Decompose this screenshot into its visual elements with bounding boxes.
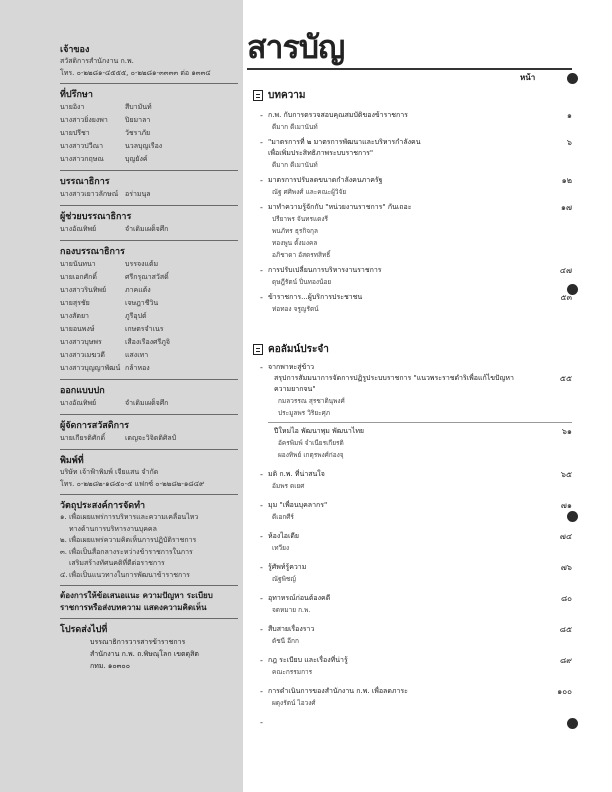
bullet: - (260, 266, 263, 275)
divider (60, 494, 238, 495)
articles-section-heading (253, 88, 305, 103)
person-first: นางสาวเมฆวดี (60, 351, 105, 359)
editor-heading: บรรณาธิการ (60, 177, 110, 187)
entry-author: ผองทิพย์ เกตุรพงศ์ก่องจุ (278, 451, 344, 459)
entry-author: พนภัทร ธุรกิจกุล (272, 227, 318, 235)
entry-page: ๕๕ (559, 374, 572, 383)
entry-author: อภิชาดา อัสดรทสิทธิ์ (272, 251, 331, 259)
entry-title: มาทำความรู้จักกับ "หน่วยงานราชการ" กันเถอะ (268, 203, 412, 211)
person-first: นางสาวรินทิพย์ (60, 286, 107, 294)
entry-author: คณะกรรมการ (272, 668, 313, 676)
item-text: เพื่อเป็นสื่อกลางระหว่างข้าราชการในการ เสริมสร้างทัศนคติที่ดีต่อราชการ (69, 547, 193, 567)
entry-author: ผดุงรัตน์ ไอวงศ์ (272, 699, 316, 707)
entry-author: ปรียาพร จันทรแดงรี (272, 215, 329, 223)
person-last: บรรจงแต้ม (125, 260, 159, 268)
item-number: ๓. (60, 547, 68, 556)
entry-author: ทองพูน ตั้งมงคล (272, 239, 318, 247)
list-item (60, 570, 237, 582)
person-first: นายสุรชัย (60, 299, 90, 307)
person-row (60, 349, 237, 362)
divider (60, 205, 238, 206)
divider (60, 83, 238, 84)
person-row (60, 258, 237, 271)
person-first: นายอิงา (60, 103, 85, 111)
binding-hole-icon (567, 718, 578, 729)
person-row (60, 271, 237, 284)
divider (60, 449, 238, 450)
entry-author: อัครพิมพ์ จำเนียรเกียรติ (278, 439, 344, 447)
entry-page: ๘๙ (559, 656, 572, 665)
printer-heading: พิมพ์ที่ (60, 456, 84, 466)
entry-author: อัมพร ดเยศ (272, 482, 305, 490)
bullet: - (260, 501, 263, 510)
title-divider (247, 68, 572, 70)
bullet: - (260, 687, 263, 696)
toc-entry[interactable] (258, 593, 572, 616)
person-first: นางสาวเยาวลักษณ์ (60, 190, 119, 198)
assistant-editor-heading: ผู้ช่วยบรรณาธิการ (60, 212, 132, 222)
toc-entry[interactable] (258, 110, 572, 133)
bullet: - (260, 203, 263, 212)
toc-entry[interactable] (258, 655, 572, 678)
entry-title: มาตรการปรับลดขนาดกำลังคนภาครัฐ (268, 176, 383, 184)
person-last: เกษตรจำเนร (125, 325, 164, 333)
entry-page: ๖ (566, 138, 572, 147)
item-number: ๒. (60, 536, 67, 544)
person-last: อร่ามนุล (125, 190, 151, 198)
entry-author: ดัชนี อีกก (272, 637, 299, 645)
list-item (60, 547, 237, 570)
bullet: - (260, 656, 263, 665)
entry-title: "มาตรการที่ ๒ มาตรการพัฒนาและบริหารกำลังคน เพื่อเพิ่มประสิทธิภาพระบบราชการ" (268, 138, 421, 157)
item-number: ๔. (60, 570, 68, 579)
person-row (60, 323, 237, 336)
person-first: นางอัณทิพย์ (60, 225, 97, 233)
send-to-heading: โปรดส่งไปที่ (60, 625, 108, 635)
person-last: กล้าหอง (125, 364, 150, 372)
entry-page: ๗๔ (559, 532, 572, 541)
person-last: เจษฎาชีวิน (125, 299, 159, 307)
bullet: - (260, 363, 263, 372)
entry-page: ๑ (566, 111, 572, 120)
bullet: - (260, 138, 263, 147)
divider (60, 379, 238, 380)
entry-author: ดีมาก ดีเมานันท์ (272, 123, 318, 131)
entry-page: ๖๑ (561, 427, 572, 436)
owner-heading: เจ้าของ (60, 45, 90, 55)
entry-author: ประมูลพร วิริยะศุภ (278, 409, 331, 417)
entry-title: มติ ก.พ. ที่น่าสนใจ (268, 470, 325, 478)
divider (60, 170, 238, 171)
person-row (60, 127, 237, 140)
toc-entry[interactable] (258, 362, 572, 461)
person-first: นางสาวบุญญาพัฒน์ (60, 364, 121, 372)
owner-phone: โทร. ๐-๒๒๘๑-๔๕๕๕, ๐-๒๒๘๑-๓๓๓๓ ต่อ ๑๓๓๔ (60, 68, 211, 77)
list-item (60, 512, 237, 535)
person-last: จำเดิมเผด็จศึก (125, 399, 169, 407)
objectives-heading: วัตถุประสงค์การจัดทำ (60, 501, 146, 511)
item-text: เพื่อเป็นแนวทางในการพัฒนาข้าราชการ (69, 570, 190, 579)
page-column-label: หน้า (520, 73, 536, 82)
bullet: - (260, 625, 263, 634)
list-item (60, 535, 237, 547)
toc-entry[interactable] (258, 175, 572, 198)
person-last: เสืองเรืองศรีภูจิ (125, 338, 170, 346)
person-row (60, 140, 237, 153)
bullet: - (260, 293, 263, 302)
entry-page: ๗๑ (560, 501, 572, 510)
item-text: เพื่อเผยแพร่ความคิดเห็นการปฏิบัติราชการ (69, 536, 197, 544)
person-first: นางสาวบุษพร (60, 338, 102, 346)
entry-title: ห้องไอเดีย (268, 532, 300, 540)
bullet: - (260, 718, 263, 727)
divider (60, 585, 238, 586)
person-row (60, 336, 237, 349)
person-last: ปิยมาลา (125, 116, 151, 124)
person-row (60, 188, 237, 201)
toc-entry[interactable] (258, 137, 572, 171)
divider (268, 422, 572, 423)
person-last: วัชราภัย (125, 129, 151, 137)
bullet: - (260, 563, 263, 572)
layout-heading: ออกแบบปก (60, 386, 105, 396)
person-first: นางสาวกฤษณ (60, 155, 104, 163)
bullet: - (260, 470, 263, 479)
entry-author: ณัฐ ศศิพงศ์ และคณะผู้วิจัย (272, 188, 347, 196)
entry-author: ดีมาก ดีเมานันท์ (272, 161, 318, 169)
person-row (60, 223, 237, 236)
entry-page: ๔๗ (559, 266, 572, 275)
person-last: ศรีกรุณาสวัสดิ์ (125, 273, 169, 281)
binding-hole-icon (567, 73, 578, 84)
person-last: บุญยังค์ (125, 155, 148, 163)
person-last: เตญจะวิจิตติศิลป์ (125, 434, 177, 442)
item-text: เพื่อเผยแพร่การบริหารและความเคลื่อนไหว ทางด้านการบริหารงานบุคคล (69, 513, 199, 533)
person-last: นวลบุญเรือง (125, 142, 163, 150)
person-last: ภูรีอุปต์ (125, 312, 147, 320)
entry-page: ๗๖ (560, 563, 572, 572)
document-icon (253, 344, 263, 355)
entry-page: ๑๗ (560, 203, 572, 212)
entry-page: ๑๒ (561, 176, 572, 185)
person-row (60, 101, 237, 114)
entry-author: ณัฐพิชญ์ (272, 575, 296, 583)
entry-title: ปีใหม่ไอ พัฒนาพุม พัฒนาไทย (274, 427, 365, 435)
person-last: สีบามันท์ (125, 103, 152, 111)
person-row (60, 114, 237, 127)
entry-title: จากพาหะสู่ข้าว (268, 363, 315, 371)
entry-page: ๕๓ (560, 293, 572, 302)
person-first: นายนันทนา (60, 260, 96, 268)
person-last: ภาคแต้ง (125, 286, 151, 294)
entry-title: อุทาหรณ์ก่อนต้องคดี (268, 594, 331, 602)
entry-author: ดุษฎีรัตน์ ปิ่นทองน้อย (272, 278, 332, 286)
owner-line: สวัสดิการสำนักงาน ก.พ. (60, 57, 134, 65)
section-title: คอลัมน์ประจำ (268, 344, 329, 355)
bullet: - (260, 176, 263, 185)
objectives-list (60, 512, 237, 581)
entry-page: ๘๐ (560, 594, 572, 603)
columns-toc (258, 362, 572, 727)
entry-title: ก.พ. กับการตรวจสอบคุณสมบัติของข้าราชการ (268, 111, 408, 119)
person-row (60, 284, 237, 297)
entry-title: การปรับเปลี่ยนการบริหารงานราชการ (268, 266, 382, 274)
toc-entry[interactable] (258, 292, 572, 315)
entry-author: เทวียง (272, 544, 290, 552)
printer-phone: โทร. ๐-๒๒๘๒-๑๘๕๐-๕ แฟกซ์ ๐-๒๒๘๒-๑๘๔๙ (60, 479, 205, 488)
toc-entry[interactable] (258, 469, 572, 492)
entry-title: การดำเนินการของสำนักงาน ก.พ. เพื่อลดภาระ (268, 687, 408, 695)
divider (60, 618, 238, 619)
editorial-board-list (60, 258, 237, 375)
person-last: จำเดิมเผด็จศึก (125, 225, 169, 233)
person-row (60, 153, 237, 166)
entry-author: ห่อทอง จรูญรัตน์ (272, 305, 319, 313)
advisors-list (60, 101, 237, 166)
person-first: นายอนพงษ์ (60, 325, 95, 333)
entry-page: ๘๕ (559, 625, 572, 634)
section-title: บทความ (268, 90, 306, 101)
person-row (60, 397, 237, 410)
entry-title: สืบสายเรื่องราว (268, 625, 315, 633)
bullet: - (260, 532, 263, 541)
person-first: นางอัณทิพย์ (60, 399, 97, 407)
sub-entry[interactable] (274, 426, 572, 461)
person-row (60, 362, 237, 375)
bullet: - (260, 594, 263, 603)
person-first: นายเอกศักดิ์ (60, 273, 97, 281)
person-row (60, 297, 237, 310)
toc-entry[interactable] (258, 624, 572, 647)
person-first: นางสัตยา (60, 312, 89, 320)
entry-author: กมลวรรณ สุรชาตินุพงศ์ (278, 397, 345, 405)
entry-author: ดีเอกศีร์ (272, 513, 294, 521)
manager-heading: ผู้จัดการสวัสดิการ (60, 421, 129, 431)
entry-page: ๖๕ (560, 470, 572, 479)
person-last: แสงเทา (125, 351, 149, 359)
document-icon (253, 90, 263, 101)
entry-title: สรุปการสัมมนาการจัดการปฏิรูประบบราชการ "แนวพระราชดำริเพื่อแก้ไขปัญหาความยากจน" (274, 374, 514, 393)
entry-title: ข้าราชการ...ผู้บริการประชาชน (268, 293, 363, 301)
entry-page: ๑๐๐ (557, 687, 572, 696)
toc-entry[interactable] (258, 202, 572, 261)
printer-name: บริษัท เจ้าฟ้าพิมพ์ เจียแสน จำกัด (60, 468, 159, 476)
person-row (60, 310, 237, 323)
person-row (60, 432, 237, 445)
divider (60, 414, 238, 415)
toc-entry[interactable] (258, 531, 572, 554)
submission-note: ต้องการให้ข้อเสนอแนะ ความปัญหา ระเบียบ ราชการหรือส่งบทความ แสดงความคิดเห็น (60, 591, 213, 612)
person-first: นายปรีชา (60, 129, 90, 137)
editorial-board-heading: กองบรรณาธิการ (60, 247, 125, 257)
item-number: ๑. (60, 513, 67, 521)
entry-title: รู้ศัพท์รู้ความ (268, 563, 307, 571)
toc-entry[interactable] (258, 265, 572, 288)
page-title: สารบัญ (247, 28, 345, 66)
toc-entry[interactable] (258, 562, 572, 585)
entry-author: จดหมาย ก.พ. (272, 606, 311, 614)
person-first: นางสาวปวีณา (60, 142, 104, 150)
masthead-panel (0, 0, 243, 792)
entry-title: มุม "เพื่อนบุคลากร" (268, 501, 328, 509)
toc-entry[interactable] (258, 500, 572, 523)
mailing-address: บรรณาธิการวารสารข้าราชการ สำนักงาน ก.พ. ถ.พิษณุโลก เขตดุสิต กทม. ๑๐๓๐๐ (90, 638, 199, 670)
person-first: นางสาวยิ่งยงพา (60, 116, 108, 124)
toc-entry[interactable] (258, 686, 572, 709)
columns-section-heading (253, 342, 329, 357)
articles-toc (258, 110, 572, 315)
entry-title: กฎ ระเบียบ และเรื่องที่น่ารู้ (268, 656, 348, 664)
advisors-heading: ที่ปรึกษา (60, 90, 93, 100)
divider (60, 240, 238, 241)
sub-entry[interactable] (274, 373, 572, 419)
person-first: นายเกียรติศักดิ์ (60, 434, 106, 442)
bullet: - (260, 111, 263, 120)
